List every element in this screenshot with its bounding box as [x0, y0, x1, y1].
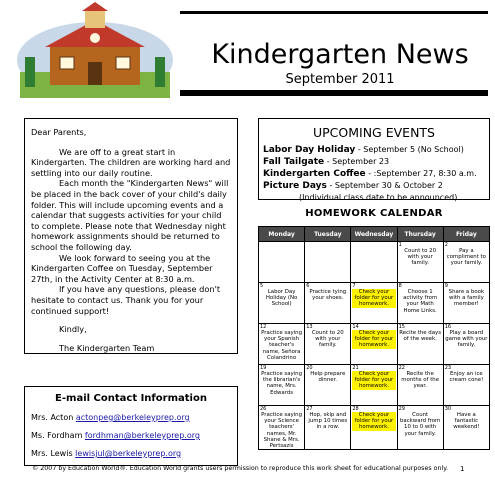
day-header: Monday [259, 227, 305, 242]
calendar-date-number: 23 [444, 365, 452, 371]
calendar-date-number: 21 [352, 365, 359, 371]
calendar-day-cell [397, 242, 443, 283]
calendar-date-number: 13 [306, 324, 313, 330]
calendar-week-row [259, 324, 490, 365]
copyright-footer: © 2007 by Education World®. Education World grants users permission to reproduce this work sheet for educational purposes only. [32, 465, 449, 472]
header-rule-bottom [180, 90, 488, 96]
page-title: Kindergarten News [211, 39, 469, 70]
events-title: UPCOMING EVENTS [312, 125, 435, 140]
calendar-day-cell [305, 283, 351, 324]
calendar-activity: Pay a compliment to your family. [446, 248, 486, 267]
calendar-date-number: 14 [352, 324, 359, 330]
upcoming-events-box [258, 118, 490, 200]
contact-email-link[interactable]: fordhman@berkeleyprep.org [84, 431, 200, 440]
letter-paragraph: We are off to a great start in Kindergarten. The children are working hard and settling into our daily routine. [31, 146, 231, 178]
event-detail: - September 23 [326, 157, 390, 166]
letter-signature: The Kindergarten Team [59, 342, 155, 353]
calendar-date-number: 30 [444, 406, 452, 412]
event-name: Fall Tailgate [263, 157, 325, 167]
event-name: Picture Days [263, 181, 327, 191]
calendar-activity: Help prepare dinner. [310, 371, 346, 384]
day-header: Thursday [397, 227, 443, 242]
contact-row [31, 413, 237, 422]
event-item [263, 144, 489, 156]
calendar-activity: Check your folder for your homework. [352, 371, 395, 390]
letter-closing: Kindly, [59, 324, 87, 335]
letter-paragraph: Each month the "Kindergarten News" will be placed in the back cover of your child's daily folder. This will include upcoming events and a calendar that suggests activities for your child to complete. Please note that Wednesday night homework assignments should be returned to school the following day. [31, 178, 229, 252]
event-name: Labor Day Holiday [263, 145, 356, 155]
calendar-day-cell [397, 324, 443, 365]
calendar-day-cell [305, 324, 351, 365]
calendar-activity: Play a board game with your family. [445, 330, 488, 349]
calendar-date-number: 16 [444, 324, 452, 330]
contact-email-link[interactable]: lewisjul@berkeleyprep.org [75, 449, 182, 458]
calendar-day-cell [351, 324, 397, 365]
event-item [263, 180, 489, 192]
calendar-activity: Practice tying your shoes. [309, 289, 347, 302]
calendar-activity: Practice saying the librarian's name, Mrs. Edwards [261, 371, 303, 396]
calendar-date-number: 12 [260, 324, 267, 330]
calendar-date-number: 8 [398, 283, 402, 289]
calendar-date-number: 19 [260, 365, 267, 371]
calendar-day-cell [397, 365, 443, 406]
calendar-date-number: 9 [444, 283, 448, 289]
day-header: Wednesday [351, 227, 397, 242]
homework-calendar-title: HOMEWORK CALENDAR [305, 208, 443, 219]
calendar-activity: Check your folder for your homework. [352, 330, 395, 349]
contact-name: Mrs. Lewis [31, 449, 73, 458]
calendar-week-row [259, 242, 490, 283]
calendar-activity: Check your folder for your homework. [352, 289, 395, 308]
calendar-day-cell [305, 365, 351, 406]
parent-letter [24, 118, 238, 354]
letter-paragraph: We look forward to seeing you at the Kindergarten Coffee on Tuesday, September 27th, in the Activity Center at 8:30 a.m. [31, 252, 213, 284]
calendar-week-row [259, 283, 490, 324]
page-subtitle: September 2011 [285, 72, 395, 87]
header-rule-top [180, 11, 488, 14]
calendar-activity: Recite the months of the year. [401, 371, 440, 390]
calendar-date-number: 6 [306, 283, 310, 289]
calendar-day-cell [443, 242, 489, 283]
schoolhouse-logo-icon [10, 2, 180, 102]
calendar-date-number: 28 [352, 406, 359, 412]
calendar-date-number: 20 [306, 365, 313, 371]
calendar-activity: Have a fantastic weekend! [453, 412, 480, 431]
calendar-activity: Check your folder for your homework. [352, 412, 395, 431]
email-contact-title: E-mail Contact Information [55, 393, 207, 404]
calendar-header-row [259, 227, 490, 242]
calendar-day-cell [397, 406, 443, 450]
calendar-activity: Recite the days of the week. [399, 330, 442, 343]
event-detail: - :September 27, 8:30 a.m. [368, 169, 477, 178]
event-detail: - September 30 & October 2 [329, 181, 443, 190]
letter-paragraph: If you have any questions, please don't hesitate to contact us. Thank you for your continued support! [31, 284, 221, 316]
event-item [263, 156, 489, 168]
event-item [263, 168, 489, 180]
letter-salutation: Dear Parents, [31, 127, 87, 137]
calendar-activity: Count backward from 10 to 0 with your family. [399, 412, 441, 437]
calendar-day-cell [259, 365, 305, 406]
calendar-activity: Labor Day Holiday (No School) [265, 289, 298, 308]
day-header: Friday [443, 227, 489, 242]
page-number: 1 [460, 465, 465, 473]
calendar-day-cell [351, 365, 397, 406]
calendar-day-cell [443, 283, 489, 324]
calendar-date-number: 7 [352, 283, 356, 289]
calendar-day-cell [397, 283, 443, 324]
calendar-activity: Practice saying your Science teachers' names, Mr. Shane & Mrs. Pertsazis [261, 412, 303, 450]
contact-email-link[interactable]: actonpeg@berkeleyprep.org [75, 413, 190, 422]
calendar-day-cell [305, 406, 351, 450]
calendar-date-number: 5 [260, 283, 264, 289]
calendar-date-number: 15 [398, 324, 405, 330]
calendar-day-cell [443, 406, 489, 450]
calendar-day-cell [351, 283, 397, 324]
calendar-date-number: 1 [398, 242, 402, 248]
contact-row [31, 431, 237, 440]
calendar-date-number: 22 [398, 365, 405, 371]
homework-calendar [258, 226, 490, 450]
calendar-day-cell [443, 365, 489, 406]
calendar-date-number: 27 [306, 406, 313, 412]
calendar-activity: Share a book with a family member! [448, 289, 485, 308]
calendar-date-number: 26 [260, 406, 267, 412]
event-note: (Individual class date to be announced) [299, 193, 458, 202]
contact-row [31, 449, 237, 458]
calendar-date-number: 2 [444, 242, 448, 248]
contact-name: Ms. Fordham [31, 431, 83, 440]
contact-name: Mrs. Acton [31, 413, 74, 422]
calendar-activity: Practice saying your Spanish teacher's name, Señora Colandrino [261, 330, 303, 361]
day-header: Tuesday [305, 227, 351, 242]
calendar-activity: Count to 20 with your family. [311, 330, 344, 349]
calendar-week-row [259, 406, 490, 450]
calendar-day-cell [351, 406, 397, 450]
calendar-date-number: 29 [398, 406, 405, 412]
event-name: Kindergarten Coffee [263, 169, 366, 179]
calendar-day-cell [259, 406, 305, 450]
calendar-week-row [259, 365, 490, 406]
calendar-day-cell [305, 242, 351, 283]
calendar-day-cell [351, 242, 397, 283]
calendar-activity: Enjoy an ice cream cone! [449, 371, 484, 384]
event-detail: - September 5 (No School) [357, 145, 464, 154]
calendar-day-cell [259, 242, 305, 283]
calendar-day-cell [443, 324, 489, 365]
email-contact-box [24, 386, 238, 466]
calendar-activity: Count to 20 with your family. [404, 248, 437, 267]
calendar-activity: Hop, skip and jump 10 times in a row. [308, 412, 348, 431]
calendar-activity: Choose 1 activity from your Math Home Links. [403, 289, 438, 314]
calendar-day-cell [259, 324, 305, 365]
calendar-day-cell [259, 283, 305, 324]
